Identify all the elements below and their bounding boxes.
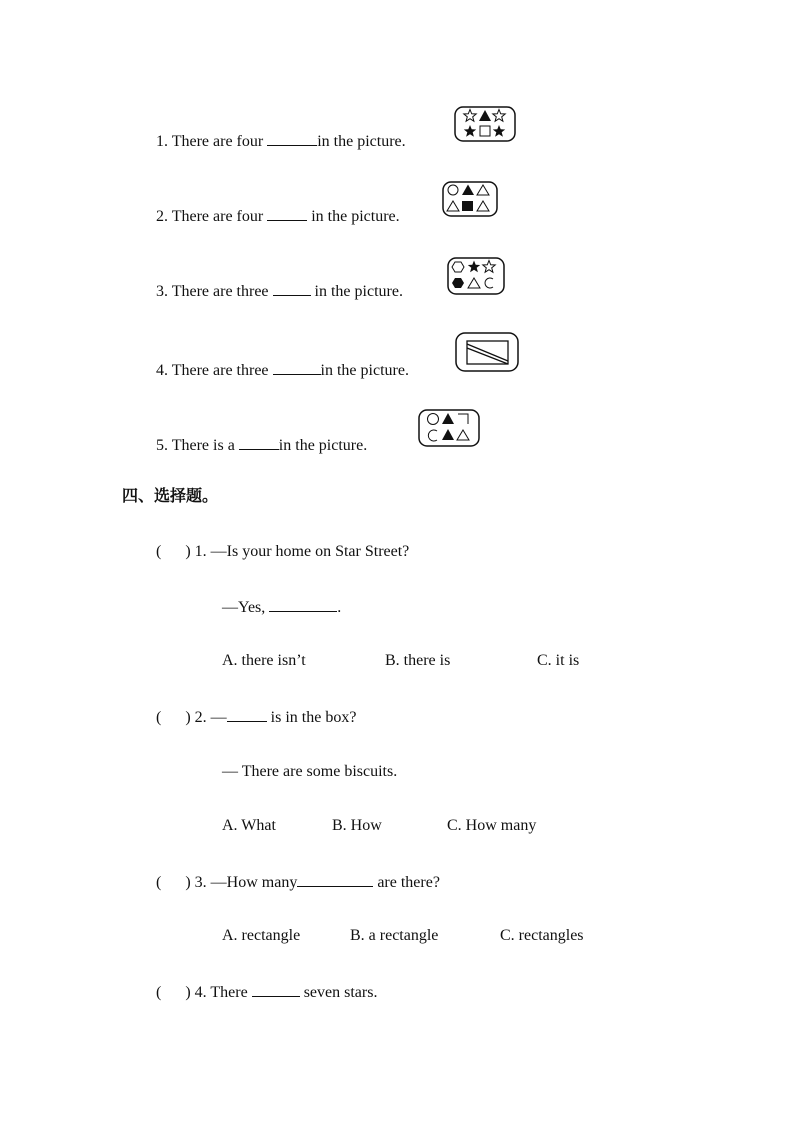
question-1-answer-prefix: —Yes, (222, 599, 270, 616)
q2-option-b[interactable]: B. How (332, 817, 382, 834)
shapes-picture-4 (455, 332, 519, 372)
fill-item-5 (156, 435, 367, 456)
fill-item-4 (156, 360, 409, 381)
fill-item-4-after: in the picture. (320, 362, 409, 379)
question-1 (156, 542, 409, 562)
question-2-prefix: — (210, 709, 227, 726)
q1-option-a[interactable]: A. there isn’t (222, 652, 306, 669)
section-heading: 四、选择题。 (122, 486, 219, 505)
question-2-suffix: is in the box? (266, 709, 357, 726)
fill-item-2-text: 2. There are four (156, 208, 268, 225)
fill-item-2-blank[interactable] (267, 206, 307, 221)
fill-item-1-after: in the picture. (317, 133, 406, 150)
answer-bracket-1[interactable]: ( ) 1. (156, 543, 207, 560)
q1-option-c[interactable]: C. it is (537, 652, 580, 669)
question-2-answer: — There are some biscuits. (222, 763, 398, 780)
shapes-picture-5 (418, 409, 480, 447)
question-4-blank[interactable] (252, 982, 300, 997)
question-4-suffix: seven stars. (299, 984, 378, 1001)
fill-item-3 (156, 281, 403, 302)
fill-item-5-blank[interactable] (239, 435, 279, 450)
q3-option-b[interactable]: B. a rectangle (350, 927, 439, 944)
question-2 (156, 707, 356, 728)
question-1-answer-suffix: . (337, 599, 342, 616)
question-1-answer (222, 597, 341, 618)
fill-item-1-text: 1. There are four (156, 133, 268, 150)
q3-option-c[interactable]: C. rectangles (500, 927, 584, 944)
fill-item-5-text: 5. There is a (156, 437, 239, 454)
fill-item-3-text: 3. There are three (156, 283, 273, 300)
fill-item-2 (156, 206, 400, 227)
shapes-picture-1 (454, 106, 516, 142)
fill-item-1-blank[interactable] (267, 131, 317, 146)
answer-bracket-2[interactable]: ( ) 2. (156, 709, 207, 726)
question-4 (156, 982, 377, 1003)
question-3-prefix: —How many (210, 874, 298, 891)
q2-option-c[interactable]: C. How many (447, 817, 537, 834)
question-3 (156, 872, 440, 893)
fill-item-3-blank[interactable] (273, 281, 311, 296)
fill-item-5-after: in the picture. (278, 437, 368, 454)
fill-item-4-blank[interactable] (273, 360, 321, 375)
question-1-text: —Is your home on Star Street? (210, 543, 410, 560)
answer-bracket-4[interactable]: ( ) 4. (156, 984, 207, 1001)
q3-option-a[interactable]: A. rectangle (222, 927, 301, 944)
shapes-picture-3 (447, 257, 505, 295)
question-2-blank[interactable] (227, 707, 267, 722)
fill-item-1 (156, 131, 406, 152)
question-3-blank[interactable] (297, 872, 373, 887)
fill-item-2-after: in the picture. (307, 208, 400, 225)
question-3-suffix: are there? (373, 874, 440, 891)
question-1-blank[interactable] (269, 597, 337, 612)
shapes-picture-2 (442, 181, 498, 217)
answer-bracket-3[interactable]: ( ) 3. (156, 874, 207, 891)
fill-item-4-text: 4. There are three (156, 362, 273, 379)
fill-item-3-after: in the picture. (310, 283, 403, 300)
q1-option-b[interactable]: B. there is (385, 652, 451, 669)
q2-option-a[interactable]: A. What (222, 817, 276, 834)
question-4-prefix: There (210, 984, 252, 1001)
